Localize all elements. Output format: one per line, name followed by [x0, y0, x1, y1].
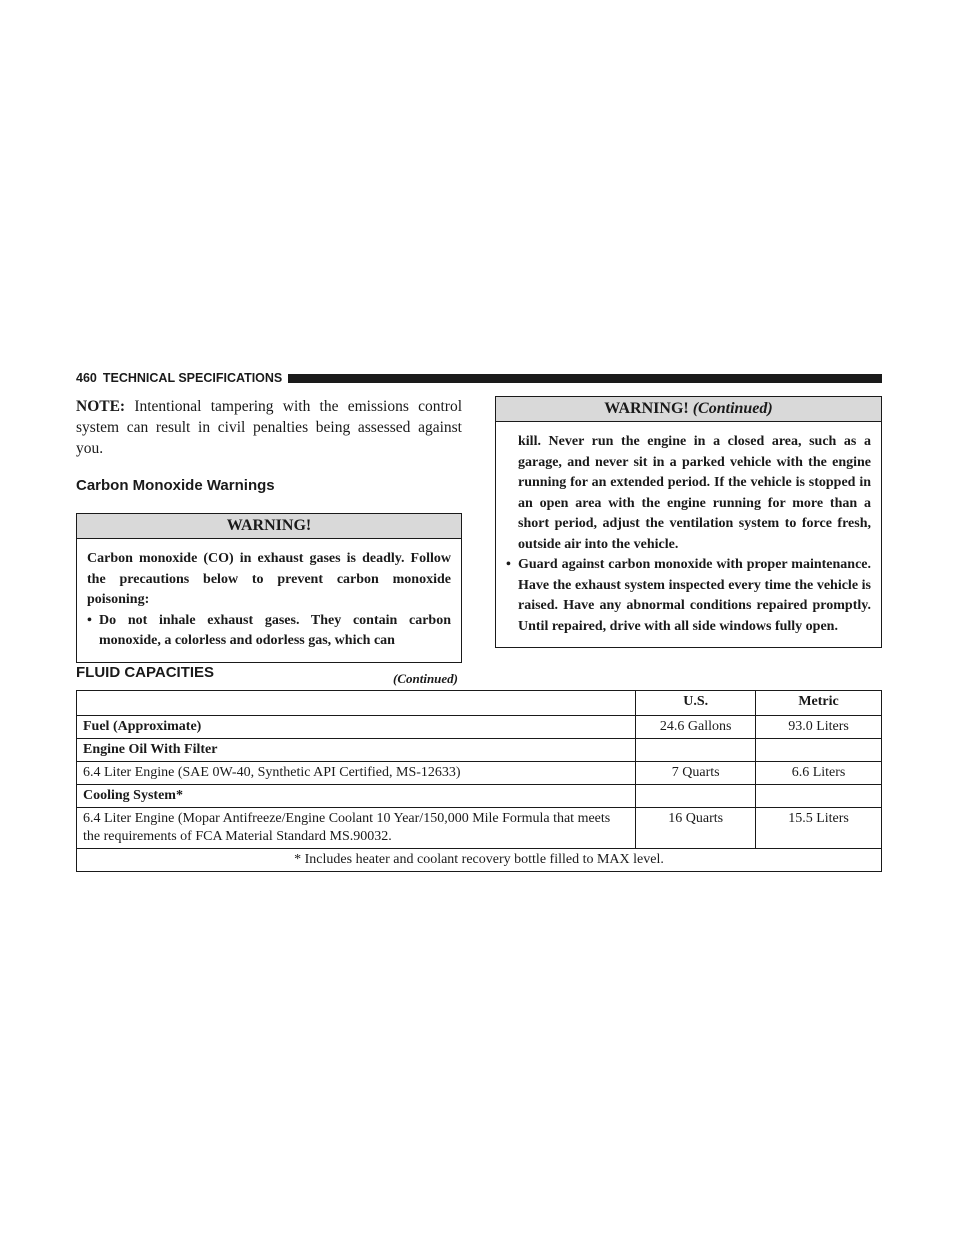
note-text: Intentional tampering with the emissions control system can result in civil penalties being assessed against you. — [76, 398, 462, 457]
emissions-note — [76, 396, 462, 459]
carbon-monoxide-heading: Carbon Monoxide Warnings — [76, 477, 275, 494]
right-column — [495, 396, 882, 648]
row-us — [636, 785, 756, 808]
column-header-us: U.S. — [636, 691, 756, 716]
table-row — [77, 716, 882, 739]
fluid-capacities-table — [76, 690, 882, 872]
section-title: TECHNICAL SPECIFICATIONS — [102, 371, 283, 385]
table-header-row — [77, 691, 882, 716]
warning-continued-body — [496, 422, 881, 647]
header-rule — [288, 374, 882, 383]
warning-intro: Carbon monoxide (CO) in exhaust gases is deadly. Follow the precautions below to prevent carbon monoxide poisoning: — [87, 551, 451, 607]
bullet-text: Guard against carbon monoxide with proper maintenance. Have the exhaust system inspected every time the vehicle is raised. Have any abnormal conditions repaired promptly. Until repaired, drive with all side windows fully open. — [518, 557, 871, 634]
warning-title-suffix: (Continued) — [692, 400, 773, 417]
bullet-icon: • — [506, 557, 511, 572]
warning-continued-box — [495, 396, 882, 648]
row-us: 24.6 Gallons — [636, 716, 756, 739]
warning-continued-title — [496, 397, 881, 422]
bullet-text: Do not inhale exhaust gases. They contain carbon monoxide, a colorless and odorless gas, which can — [99, 612, 451, 648]
column-header-metric: Metric — [756, 691, 882, 716]
row-metric — [756, 739, 882, 762]
row-us: 7 Quarts — [636, 762, 756, 785]
row-label: 6.4 Liter Engine (Mopar Antifreeze/Engine Coolant 10 Year/150,000 Mile Formula that meets the requirements of FCA Material Standard MS.90032. — [77, 808, 636, 849]
continued-label: (Continued) — [392, 670, 458, 686]
column-header — [77, 691, 636, 716]
page-header — [76, 370, 882, 386]
table-footnote-row — [77, 849, 882, 872]
bullet-icon: • — [87, 612, 92, 628]
warning-title-text: WARNING! — [604, 400, 689, 417]
row-label: Engine Oil With Filter — [77, 739, 636, 762]
table-row — [77, 739, 882, 762]
table-row — [77, 808, 882, 849]
left-column — [76, 396, 462, 687]
continued-text: kill. Never run the engine in a closed area, such as a garage, and never sit in a parked vehicle with the engine running for an extended period. If the vehicle is stopped in an open area with the engine running for more than a short period, adjust the ventilation system to force fresh, outside air into the vehicle. — [518, 434, 871, 552]
table-row — [77, 762, 882, 785]
page-number: 460 — [76, 371, 97, 385]
row-label: Cooling System* — [77, 785, 636, 808]
table-footnote: * Includes heater and coolant recovery bottle filled to MAX level. — [77, 849, 882, 872]
warning-bullet — [87, 611, 451, 652]
row-metric: 15.5 Liters — [756, 808, 882, 849]
warning-box — [76, 513, 462, 663]
warning-bullet — [506, 555, 871, 637]
row-us — [636, 739, 756, 762]
row-label: 6.4 Liter Engine (SAE 0W-40, Synthetic API Certified, MS-12633) — [77, 762, 636, 785]
warning-title: WARNING! — [77, 514, 461, 539]
row-metric: 6.6 Liters — [756, 762, 882, 785]
warning-body — [77, 539, 461, 662]
fluid-capacities-heading: FLUID CAPACITIES — [76, 664, 215, 681]
row-us: 16 Quarts — [636, 808, 756, 849]
row-metric — [756, 785, 882, 808]
row-metric: 93.0 Liters — [756, 716, 882, 739]
note-label: NOTE: — [76, 398, 126, 415]
row-label: Fuel (Approximate) — [77, 716, 636, 739]
table-row — [77, 785, 882, 808]
